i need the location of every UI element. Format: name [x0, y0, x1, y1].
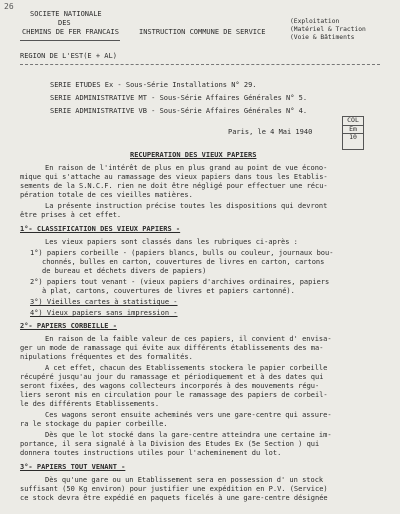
date-line: Paris, le 4 Mai 1940	[228, 128, 313, 136]
header-right-1: (Exploitation	[290, 18, 340, 25]
list-item: 4°) Vieux papiers sans impression -	[30, 309, 178, 317]
header-right-3: (Voie & Bâtiments	[290, 34, 355, 41]
routing-box	[342, 116, 364, 150]
body-line: mique qui s'attache au ramassage des vieux papiers dans tous les Etablis-	[20, 173, 328, 181]
routing-box-label-1: COL	[343, 117, 363, 126]
body-line: ger un mode de ramassage qui évite aux différents établissements des ma-	[20, 344, 324, 352]
routing-box-label-3: 10	[349, 133, 357, 141]
series-line-1: SERIE ETUDES Ex - Sous-Série Installations N° 29.	[50, 81, 257, 89]
body-line: ce stock devra être expédié en paquets ficelés à une gare-centre désignée	[20, 494, 328, 502]
body-line: Dès que le lot stocké dans la gare-centre atteindra une certaine im-	[45, 431, 332, 439]
series-line-2: SERIE ADMINISTRATIVE MT - Sous-Série Affaires Générales N° 5.	[50, 94, 308, 102]
body-line: pération totale de ces vieilles matières.	[20, 191, 193, 199]
body-line: nipulations fréquentes et des formalités.	[20, 353, 193, 361]
series-line-3: SERIE ADMINISTRATIVE VB - Sous-Série Affaires Générales N° 4.	[50, 107, 308, 115]
header-rule	[20, 40, 120, 41]
body-line: suffisant (50 Kg environ) pour justifier une expédition en P.V. (Service)	[20, 485, 328, 493]
body-line: Ces wagons seront ensuite acheminés vers une gare-centre qui assure-	[45, 411, 332, 419]
body-line: La présente instruction précise toutes les dispositions qui devront	[45, 202, 328, 210]
region: REGION DE L'EST(E + AL)	[20, 52, 117, 60]
section-heading-1: 1°- CLASSIFICATION DES VIEUX PAPIERS -	[20, 225, 181, 233]
document-title: RECUPERATION DES VIEUX PAPIERS	[130, 151, 257, 159]
body-line: donnera toutes instructions utiles pour l'acheminement du lot.	[20, 449, 282, 457]
body-line: Les vieux papiers sont classés dans les rubriques ci-après :	[45, 238, 298, 246]
body-line: liers seront mis en circulation pour le ramassage des papiers de corbeil-	[20, 391, 328, 399]
body-line: sements de la S.N.C.F. rien ne doit être négligé pour effectuer une récu-	[20, 182, 328, 190]
body-line: le des différents Etablissements.	[20, 400, 160, 408]
instruction-title: INSTRUCTION COMMUNE DE SERVICE	[139, 28, 266, 36]
list-item: 3°) Vieilles cartes à statistique -	[30, 298, 178, 306]
routing-box-label-2: Em	[343, 126, 363, 135]
body-line: chonnés, bulles en carton, couvertures de livres en carton, cartons	[42, 258, 325, 266]
header-right-2: (Matériel & Traction	[290, 26, 366, 33]
org-line-1: SOCIETE NATIONALE	[30, 10, 102, 18]
body-line: seront fixées, des wagons collecteurs incorporés à des mouvements régu-	[20, 382, 320, 390]
reference-mark: 26	[4, 2, 14, 11]
org-line-2: DES	[58, 19, 71, 27]
list-item: 1°) papiers corbeille - (papiers blancs, bulls ou couleur, journaux bou-	[30, 249, 334, 257]
org-line-3: CHEMINS DE FER FRANCAIS	[22, 28, 119, 36]
body-line: En raison de la faible valeur de ces papiers, il convient d' envisa-	[45, 335, 332, 343]
body-line: portance, il sera signalé à la Division des Etudes Ex (5e Section ) qui	[20, 440, 320, 448]
body-line: de bureau et déchets divers de papiers)	[42, 267, 207, 275]
body-line: A cet effet, chacun des Etablissements stockera le papier corbeille	[45, 364, 328, 372]
body-line: En raison de l'intérêt de plus en plus grand au point de vue écono-	[45, 164, 328, 172]
section-heading-3: 3°- PAPIERS TOUT VENANT -	[20, 463, 126, 471]
body-line: être prises à cet effet.	[20, 211, 122, 219]
list-item: 2°) papiers tout venant - (vieux papiers d'archives ordinaires, papiers	[30, 278, 330, 286]
body-line: ra le stockage du papier corbeille.	[20, 420, 168, 428]
body-line: récupéré jusqu'au jour du ramassage et périodiquement et à des dates qui	[20, 373, 324, 381]
section-heading-2: 2°- PAPIERS CORBEILLE -	[20, 322, 117, 330]
header-divider	[20, 64, 380, 65]
body-line: à plat, cartons, couvertures de livres et papiers cartonné).	[42, 287, 295, 295]
body-line: Dès qu'une gare ou un Etablissement sera en possession d' un stock	[45, 476, 324, 484]
